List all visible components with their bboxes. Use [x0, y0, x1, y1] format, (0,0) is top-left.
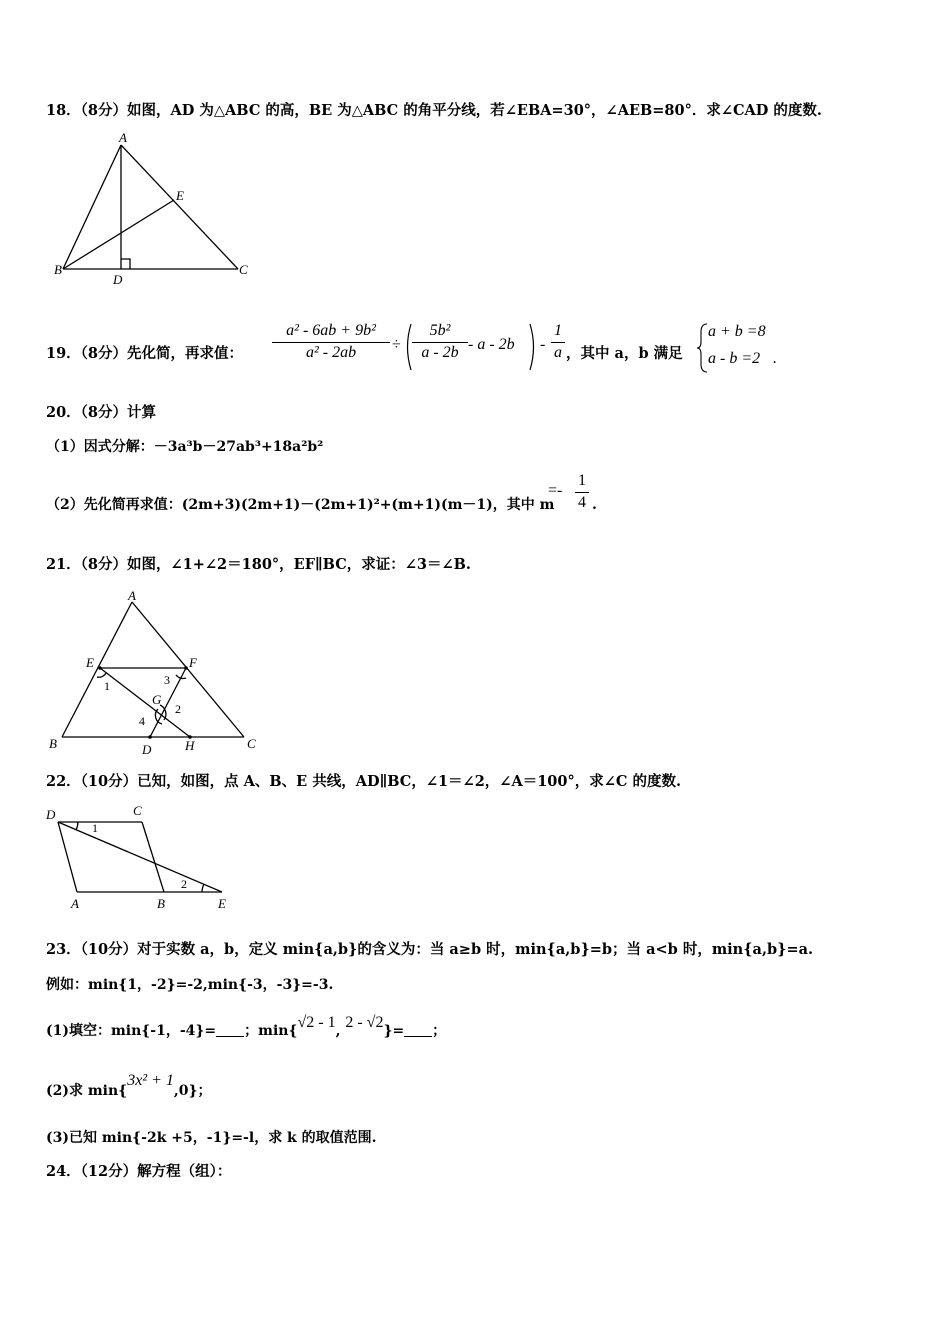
question-23-part-2 [46, 1072, 212, 1101]
part-1-label: (1)填空：min{-1，-4}= [46, 1023, 217, 1039]
question-20-part-2-end: . [592, 497, 597, 513]
equation-1: a + b =8 [708, 323, 766, 340]
expr-3x2-plus-1: 3x² + 1 [127, 1072, 174, 1089]
fraction-1 [272, 322, 390, 362]
angle-3: 3 [164, 673, 170, 687]
fraction-3-numerator: 1 [551, 322, 565, 343]
fraction-2 [412, 322, 468, 362]
fraction-2-numerator: 5b² [412, 322, 468, 343]
part-1-min-close: }= [383, 1023, 405, 1039]
expr-sqrt2-minus-1: √2 - 1 [297, 1014, 336, 1031]
question-20-part-1: （1）因式分解：－3a³b－27ab³+18a²b² [46, 439, 324, 455]
angle-1: 1 [104, 679, 110, 693]
divide-sign: ÷ [392, 336, 401, 353]
part-1-end: ； [432, 1023, 447, 1039]
question-21: 21．（8分）如图，∠1+∠2＝180°，EF∥BC，求证：∠3＝∠B. [46, 556, 471, 573]
label-c: C [247, 736, 256, 751]
triangle-figure-18 [50, 130, 260, 290]
part-2-end: ,0}； [173, 1083, 212, 1099]
angle-2: 2 [181, 877, 187, 891]
fraction-1-numerator: a² - 6ab + 9b² [272, 322, 390, 343]
part-2-label: (2)求 min{ [46, 1083, 128, 1099]
answer-blank-1[interactable] [216, 1024, 244, 1037]
part-1-min-open: ；min{ [244, 1023, 298, 1039]
question-23-part-1 [46, 1014, 447, 1041]
fraction-3 [551, 322, 565, 362]
label-d: D [46, 807, 56, 822]
triangle-figure-21 [44, 585, 274, 760]
answer-blank-2[interactable] [404, 1024, 432, 1037]
fraction-2-denominator: a - 2b [421, 344, 459, 361]
label-a: A [71, 896, 79, 911]
label-f: F [189, 655, 197, 670]
label-d: D [142, 742, 152, 757]
trapezoid-figure-22 [40, 800, 250, 915]
expr-2-minus-sqrt2: 2 - √2 [345, 1014, 384, 1031]
m-fraction-numerator: 1 [575, 472, 589, 493]
label-g: G [152, 692, 162, 707]
question-20-part-2: （2）先化简再求值：(2m+3)(2m+1)－(2m+1)²+(m+1)(m－1)，其中 m [46, 497, 555, 513]
label-e: E [86, 655, 94, 670]
label-b: B [49, 736, 57, 751]
tail-expression: - a - 2b [468, 336, 515, 353]
question-23-part-3: (3)已知 min{-2k +5，-1}=-l，求 k 的取值范围. [46, 1130, 377, 1146]
label-b: B [157, 896, 165, 911]
question-18: 18．（8分）如图，AD 为△ABC 的高，BE 为△ABC 的角平分线，若∠EBA=30°，∠AEB=80°．求∠CAD 的度数. [46, 102, 822, 119]
question-19-suffix: ，其中 a，b 满足 [566, 345, 683, 362]
angle-4: 4 [139, 714, 145, 728]
m-fraction [575, 472, 589, 512]
label-a: A [119, 130, 127, 145]
question-22: 22．（10分）已知，如图，点 A、B、E 共线，AD∥BC，∠1＝∠2，∠A＝100°，求∠C 的度数. [46, 773, 682, 790]
question-19-prefix: 19．（8分）先化简，再求值： [46, 345, 244, 362]
label-a: A [128, 588, 136, 603]
question-20-title: 20．（8分）计算 [46, 404, 157, 421]
question-24-title: 24．（12分）解方程（组）： [46, 1163, 232, 1180]
label-e: E [218, 896, 226, 911]
label-d: D [113, 272, 123, 287]
label-h: H [185, 738, 195, 753]
label-c: C [239, 262, 248, 277]
fraction-3-denominator: a [554, 344, 562, 361]
label-b: B [54, 262, 62, 277]
question-23-example: 例如：min{1，-2}=-2,min{-3，-3}=-3. [46, 977, 334, 993]
angle-1: 1 [92, 821, 98, 835]
fraction-1-denominator: a² - 2ab [305, 344, 357, 361]
angle-2: 2 [175, 702, 181, 716]
minus-sign: - [540, 336, 546, 353]
label-c: C [133, 803, 142, 818]
equation-2: a - b =2 [708, 350, 761, 367]
m-equals: =- [548, 482, 563, 499]
question-23-title: 23．（10分）对于实数 a，b，定义 min{a,b}的含义为：当 a≥b 时，min{a,b}=b；当 a<b 时，min{a,b}=a. [46, 941, 814, 958]
comma: , [335, 1023, 341, 1039]
label-e: E [176, 188, 184, 203]
right-paren [528, 322, 538, 372]
equation-end: . [773, 350, 777, 367]
m-fraction-denominator: 4 [578, 494, 586, 511]
